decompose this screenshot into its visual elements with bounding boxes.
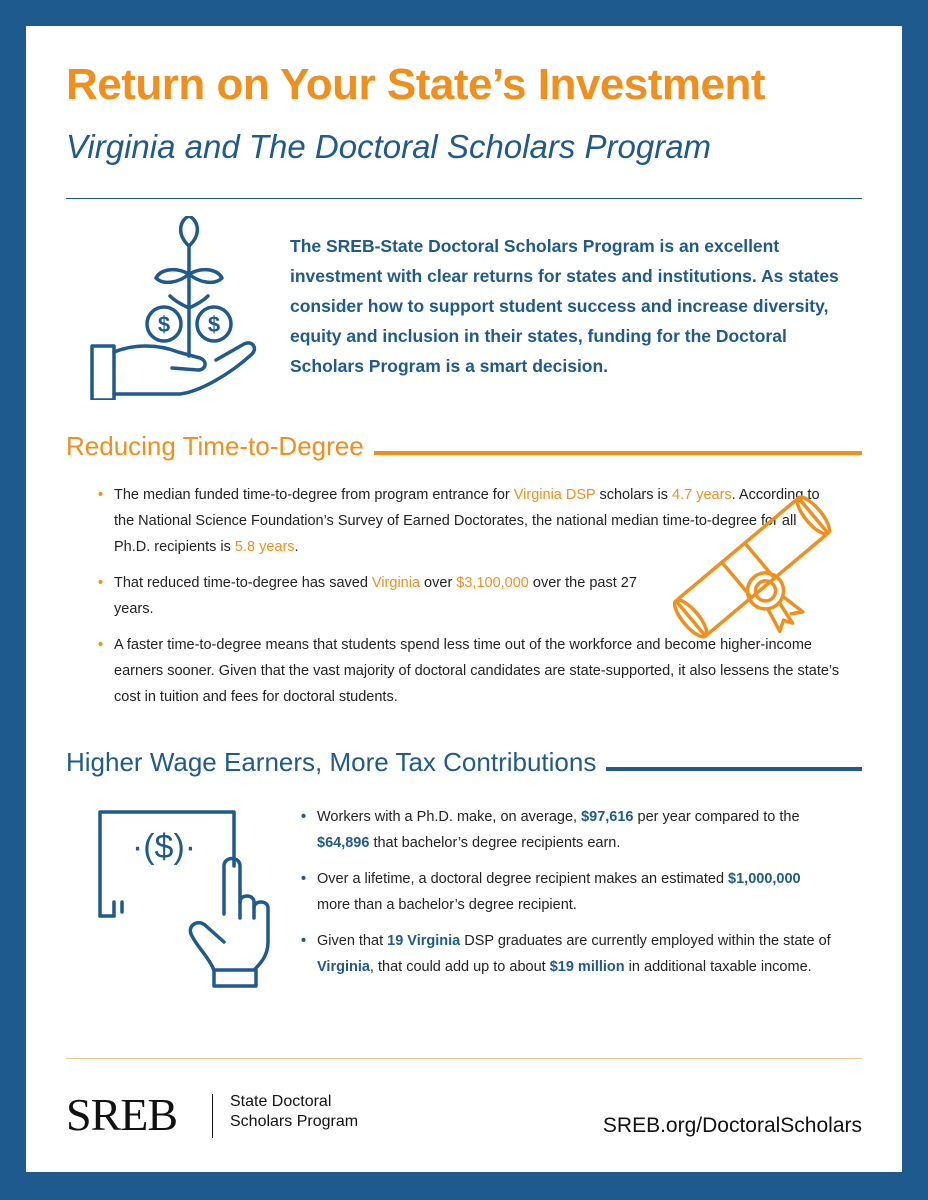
sreb-logo: SREB [66,1089,178,1140]
highlight: 5.8 years [234,539,295,555]
bullet-text: Workers with a Ph.D. make, on average, [317,809,582,825]
list-item [301,866,831,918]
section-rule [606,767,862,771]
bullet-text: DSP graduates are currently employed within the state of [460,933,831,949]
highlight: $1,000,000 [728,871,801,887]
program-name [230,1092,358,1132]
footer-url[interactable]: SREB.org/DoctoralScholars [602,1114,862,1137]
bullet-text: scholars is [595,487,673,503]
section-heading-higher-wage [66,744,862,780]
diploma-icon [662,482,842,652]
highlight: 19 Virginia [387,933,461,949]
highlight: $97,616 [581,809,634,825]
section-rule [374,451,862,455]
highlight: $64,896 [317,835,370,851]
bullet-text: , that could add up to about [369,959,550,975]
bullet-text: Given that [317,933,388,949]
bullet-text: over [420,575,457,591]
highlight: Virginia DSP [513,487,596,503]
intro-text: The SREB-State Doctoral Scholars Program is an excellent investment with clear returns for states and institutions. As states consider how to support student success and increase diversity, equity and inclusion in their states, funding for the Doctoral Scholars Program is a smart decision. [290,236,839,376]
footer-divider [66,1058,862,1059]
bullet-dot: • [301,933,307,949]
bullet-text: That reduced time-to-degree has saved [114,575,372,591]
page [26,26,902,1172]
page-title: Return on Your State’s Investment [66,60,766,109]
bullet-text: that bachelor’s degree recipients earn. [369,835,621,851]
highlight: Virginia [371,575,421,591]
money-click-icon [94,806,280,992]
list-item [301,928,831,980]
bullet-dot: • [98,575,104,591]
section-heading-time-to-degree [66,428,862,464]
section-title: Reducing Time-to-Degree [66,430,364,461]
divider [66,198,862,199]
bullet-text: over the past 27 years. [114,575,637,617]
bullet-text: . According to the National Science Foundation’s Survey of Earned Doctorates, the national median time-to-degree for all Ph.D. recipients is [114,487,820,555]
bullet-dot: • [301,871,307,887]
list-item [301,804,831,856]
bullet-text: The median funded time-to-degree from program entrance for [114,487,514,503]
highlight: Virginia [317,959,370,975]
wage-list [301,804,831,990]
svg-text:·($)·: ·($)· [131,828,197,866]
bullet-text: more than a bachelor’s degree recipient. [317,897,577,913]
program-line-1: State Doctoral [230,1093,332,1110]
svg-text:$: $ [207,312,221,337]
logo-divider [212,1094,213,1138]
bullet-text: . [294,539,299,555]
list-item [98,570,644,622]
program-line-2: Scholars Program [230,1113,359,1130]
plant-hand-icon [88,216,262,400]
section-title: Higher Wage Earners, More Tax Contributions [66,746,597,777]
bullet-dot: • [98,637,104,653]
highlight: 4.7 years [672,487,732,503]
bullet-text: per year compared to the [633,809,800,825]
highlight: $19 million [549,959,625,975]
page-subtitle: Virginia and The Doctoral Scholars Program [66,128,712,165]
bullet-text: A faster time-to-degree means that students spend less time out of the workforce and become higher-income earners sooner. Given that the vast majority of doctoral candidates are state-supported, it also lessens the state’s cost in tuition and fees for doctoral students. [114,637,840,705]
bullet-text: in additional taxable income. [624,959,812,975]
bullet-text: Over a lifetime, a doctoral degree recipient makes an estimated [317,871,729,887]
bullet-dot: • [98,487,104,503]
bullet-dot: • [301,809,307,825]
highlight: $3,100,000 [456,575,529,591]
svg-text:$: $ [157,312,171,337]
